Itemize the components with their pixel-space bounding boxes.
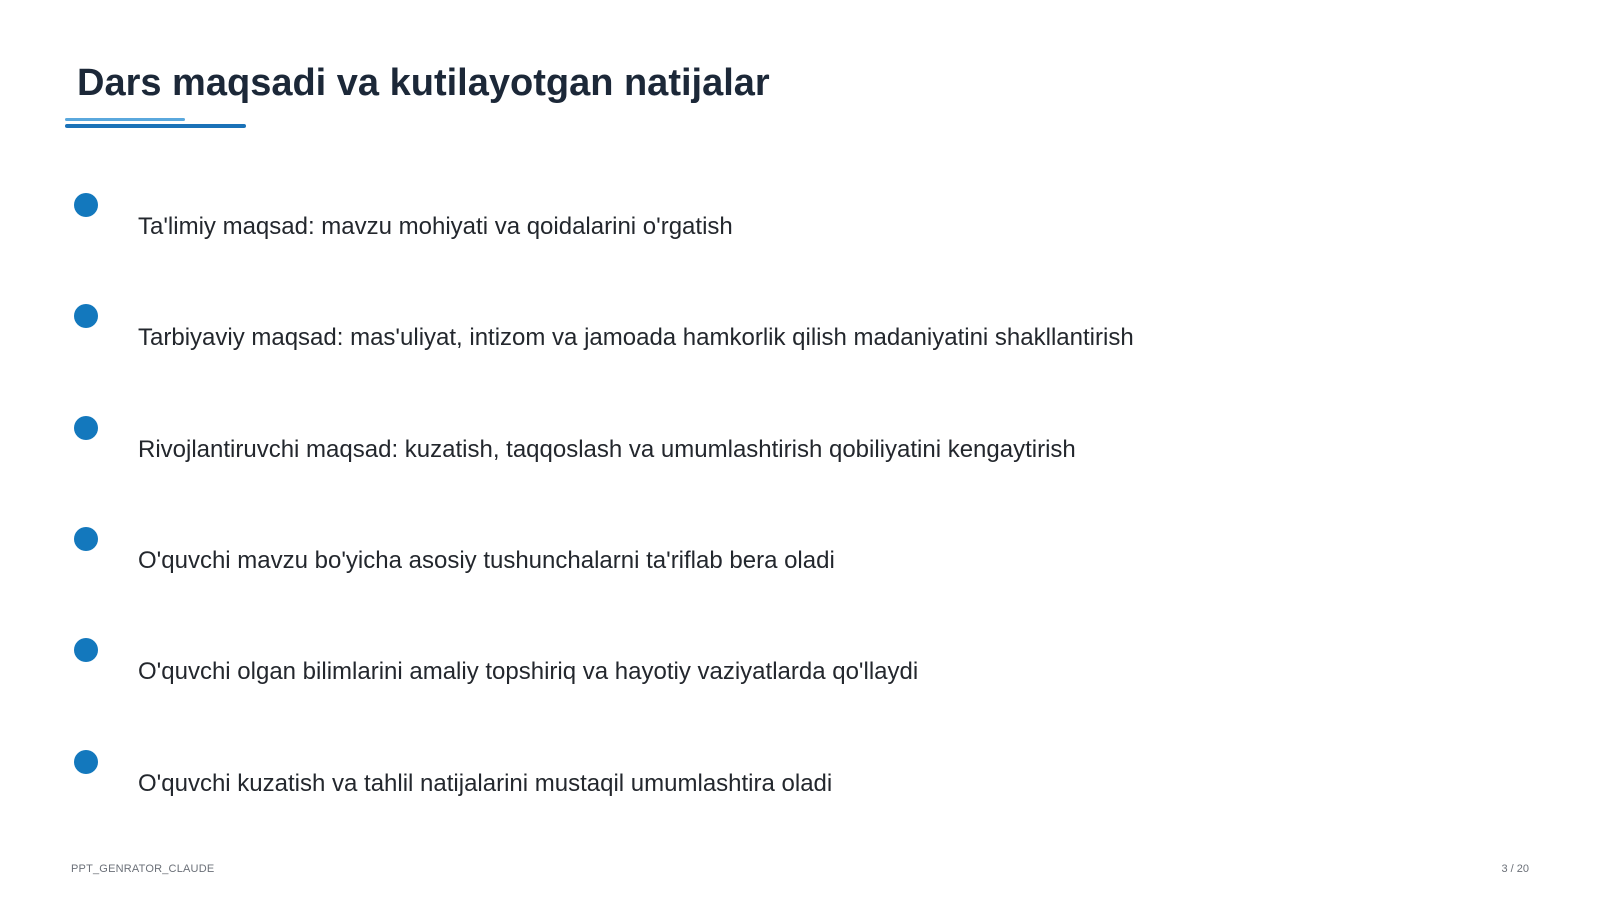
- list-item: [0, 750, 1600, 820]
- bullet-text: Rivojlantiruvchi maqsad: kuzatish, taqqoslash va umumlashtirish qobiliyatini kengaytirish: [138, 436, 1076, 463]
- page-indicator: 3 / 20: [1501, 863, 1529, 875]
- bullet-text: Ta'limiy maqsad: mavzu mohiyati va qoidalarini o'rgatish: [138, 213, 733, 240]
- list-item: [0, 416, 1600, 486]
- list-item: [0, 527, 1600, 597]
- bullet-text: O'quvchi kuzatish va tahlil natijalarini mustaqil umumlashtira oladi: [138, 770, 833, 797]
- bullet-text: O'quvchi mavzu bo'yicha asosiy tushunchalarni ta'riflab bera oladi: [138, 547, 835, 574]
- bullet-dot-icon: [74, 416, 98, 440]
- bullet-dot-icon: [74, 304, 98, 328]
- bullet-dot-icon: [74, 527, 98, 551]
- bullet-text: O'quvchi olgan bilimlarini amaliy topshiriq va hayotiy vaziyatlarda qo'llaydi: [138, 658, 919, 685]
- list-item: [0, 193, 1600, 263]
- bullet-text: Tarbiyaviy maqsad: mas'uliyat, intizom va jamoada hamkorlik qilish madaniyatini shakllantirish: [138, 324, 1134, 351]
- slide-title: Dars maqsadi va kutilayotgan natijalar: [77, 62, 770, 104]
- bullet-dot-icon: [74, 193, 98, 217]
- bullet-dot-icon: [74, 638, 98, 662]
- list-item: [0, 638, 1600, 708]
- bullet-dot-icon: [74, 750, 98, 774]
- list-item: [0, 304, 1600, 374]
- footer-generator-label: PPT_GENRATOR_CLAUDE: [71, 863, 215, 875]
